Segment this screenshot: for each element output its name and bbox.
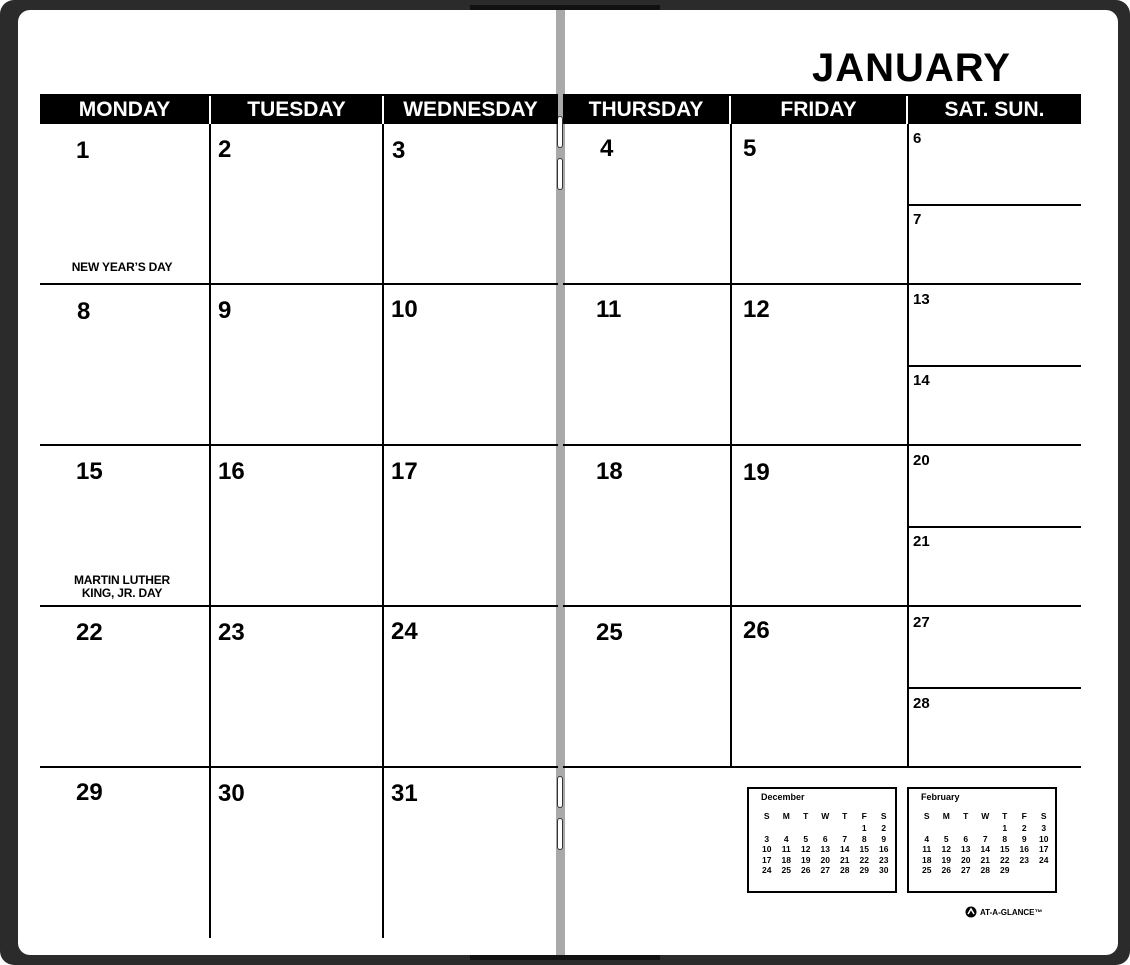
mini-calendar-day: 22 (1000, 854, 1010, 865)
holiday-label: MARTIN LUTHER KING, JR. DAY (73, 573, 171, 600)
mini-calendar-day: 10 (1039, 833, 1049, 844)
header-monday: MONDAY (78, 98, 171, 121)
mini-calendar-day: 7 (842, 833, 848, 844)
mini-calendar-weekday: W (821, 810, 830, 821)
mini-calendar-week-row (917, 855, 1054, 866)
day-number[interactable]: 12 (743, 296, 770, 323)
mini-calendar-day: 6 (822, 833, 828, 844)
header-weekend: SAT. SUN. (944, 98, 1045, 121)
mini-calendar-week-row (757, 855, 894, 866)
mini-calendar-weekday: S (923, 810, 930, 821)
header-tuesday: TUESDAY (247, 98, 346, 121)
mini-calendar-day: 14 (980, 844, 990, 855)
day-number[interactable]: 29 (76, 779, 103, 806)
grid-line (382, 124, 384, 938)
mini-calendar-day (956, 823, 976, 834)
mini-calendar-weekday: S (1040, 810, 1047, 821)
mini-calendar-day: 4 (924, 833, 930, 844)
day-number[interactable]: 13 (913, 291, 930, 308)
mini-calendar-day (816, 823, 836, 834)
mini-calendar-title: December (761, 792, 805, 802)
mini-calendar-day: 18 (922, 854, 932, 865)
header-divider (906, 96, 908, 124)
day-number[interactable]: 27 (913, 614, 930, 631)
mini-calendar-day: 16 (879, 844, 889, 855)
day-number[interactable]: 4 (600, 135, 614, 162)
mini-calendar-day: 16 (1019, 844, 1029, 855)
day-number[interactable]: 2 (218, 136, 232, 163)
mini-calendar-day: 27 (820, 865, 830, 876)
mini-calendar-day: 7 (982, 833, 988, 844)
mini-calendar-week-row (757, 834, 894, 845)
mini-calendar-day: 9 (1021, 833, 1027, 844)
mini-calendar-weekday: M (782, 810, 790, 821)
day-number[interactable]: 26 (743, 617, 770, 644)
day-number[interactable]: 15 (76, 458, 103, 485)
mini-calendar-day: 11 (781, 844, 791, 855)
weekend-divider (908, 204, 1081, 206)
mini-calendar-week-row (757, 844, 894, 855)
mini-calendar-day: 1 (1002, 823, 1008, 833)
day-number[interactable]: 16 (218, 458, 245, 485)
header-thursday: THURSDAY (588, 98, 704, 121)
mini-calendar-weekday-row (757, 809, 894, 823)
day-number[interactable]: 11 (596, 296, 622, 323)
day-number[interactable]: 31 (391, 780, 418, 807)
day-number[interactable]: 23 (218, 619, 245, 646)
mini-calendar-weekday: F (1021, 810, 1027, 821)
mini-calendar-title: February (921, 792, 960, 802)
mini-calendar-day: 19 (941, 854, 951, 865)
brand-name: AT-A-GLANCE™ (980, 908, 1043, 917)
mini-calendar-week-row (917, 823, 1054, 834)
grid-line (563, 444, 1081, 446)
header-friday: FRIDAY (780, 98, 857, 121)
cover-tab (470, 955, 660, 960)
mini-calendar-weekday: W (981, 810, 990, 821)
mini-calendar-day: 25 (781, 865, 791, 876)
mini-calendar-day: 29 (859, 865, 869, 876)
mini-calendar-day (1015, 865, 1035, 876)
mini-calendar-week-row (757, 823, 894, 834)
grid-line (40, 605, 558, 607)
mini-calendar-day: 5 (943, 833, 949, 844)
day-number[interactable]: 24 (391, 618, 418, 645)
weekend-divider (908, 687, 1081, 689)
mini-calendar-day: 20 (820, 854, 830, 865)
day-number[interactable]: 17 (391, 458, 418, 485)
mini-calendar-day: 12 (801, 844, 811, 855)
mini-calendar-day: 18 (781, 854, 791, 865)
mini-calendar-day: 25 (922, 865, 932, 876)
mini-calendar-weekday-row (917, 809, 1054, 823)
grid-line (563, 283, 1081, 285)
header-wednesday: WEDNESDAY (403, 98, 538, 121)
day-number[interactable]: 22 (76, 619, 103, 646)
mini-calendar-december (747, 787, 897, 893)
mini-calendar-day (937, 823, 957, 834)
mini-calendar-day: 20 (961, 854, 971, 865)
mini-calendar-day (1034, 865, 1054, 876)
mini-calendar-day: 21 (840, 854, 850, 865)
day-number[interactable]: 10 (391, 296, 418, 323)
mini-calendar-weekday: T (963, 810, 969, 821)
day-number[interactable]: 18 (596, 458, 623, 485)
mini-calendar-day: 6 (963, 833, 969, 844)
mini-calendar-week-row (917, 844, 1054, 855)
mini-calendar-day: 28 (980, 865, 990, 876)
mini-calendar-day: 26 (801, 865, 811, 876)
grid-line (563, 766, 1081, 768)
mini-calendar-day: 22 (859, 854, 869, 865)
mini-calendar-day (976, 823, 996, 834)
grid-line (40, 444, 558, 446)
mini-calendar-day: 5 (803, 833, 809, 844)
mini-calendar-week-row (917, 834, 1054, 845)
day-number[interactable]: 25 (596, 619, 623, 646)
grid-line (40, 766, 558, 768)
day-number[interactable]: 28 (913, 695, 930, 712)
day-number[interactable]: 9 (218, 297, 232, 324)
day-number[interactable]: 1 (76, 137, 90, 164)
day-number[interactable]: 21 (913, 533, 930, 550)
day-number[interactable]: 20 (913, 452, 930, 469)
mini-calendar-day: 13 (961, 844, 971, 855)
mini-calendar-week-row (757, 865, 894, 876)
day-number[interactable]: 14 (913, 372, 930, 389)
mini-calendar-day: 29 (1000, 865, 1010, 876)
header-divider (382, 96, 384, 124)
mini-calendar-weekday: S (763, 810, 770, 821)
mini-calendar-day (835, 823, 855, 834)
mini-calendar-weekday: M (942, 810, 950, 821)
mini-calendar-grid (917, 809, 1054, 876)
header-divider (209, 96, 211, 124)
brand-logo-icon (965, 906, 977, 918)
mini-calendar-day: 10 (762, 844, 772, 855)
month-title: JANUARY (812, 46, 1011, 90)
mini-calendar-day: 11 (922, 844, 932, 855)
mini-calendar-day: 23 (879, 854, 889, 865)
mini-calendar-day: 17 (762, 854, 772, 865)
weekend-divider (908, 526, 1081, 528)
mini-calendar-day (917, 823, 937, 834)
mini-calendar-day: 15 (859, 844, 869, 855)
grid-line (563, 605, 1081, 607)
mini-calendar-day: 8 (1002, 833, 1008, 844)
day-number[interactable]: 3 (392, 137, 406, 164)
binding-spine (556, 10, 565, 955)
mini-calendar-weekday: T (803, 810, 809, 821)
mini-calendar-day (757, 823, 777, 834)
day-number[interactable]: 19 (743, 459, 770, 486)
mini-calendar-day: 12 (941, 844, 951, 855)
mini-calendar-day: 21 (980, 854, 990, 865)
grid-line (40, 283, 558, 285)
mini-calendar-day: 24 (762, 865, 772, 876)
mini-calendar-weekday: S (880, 810, 887, 821)
mini-calendar-february (907, 787, 1057, 893)
weekend-divider (908, 365, 1081, 367)
mini-calendar-day (796, 823, 816, 834)
mini-calendar-day: 28 (840, 865, 850, 876)
mini-calendar-day: 23 (1019, 854, 1029, 865)
mini-calendar-weekday: T (842, 810, 848, 821)
mini-calendar-weekday: F (861, 810, 867, 821)
mini-calendar-day: 19 (801, 854, 811, 865)
mini-calendar-day: 27 (961, 865, 971, 876)
mini-calendar-day: 8 (861, 833, 867, 844)
mini-calendar-day: 1 (861, 823, 867, 833)
holiday-label: NEW YEAR’S DAY (71, 260, 173, 274)
grid-line (209, 124, 211, 938)
mini-calendar-day: 26 (941, 865, 951, 876)
mini-calendar-day: 2 (1021, 823, 1027, 833)
mini-calendar-week-row (917, 865, 1054, 876)
mini-calendar-day: 3 (764, 833, 770, 844)
day-number[interactable]: 30 (218, 780, 245, 807)
mini-calendar-day: 4 (783, 833, 789, 844)
mini-calendar-day: 24 (1039, 854, 1049, 865)
mini-calendar-day: 2 (881, 823, 887, 833)
mini-calendar-day: 30 (879, 865, 889, 876)
mini-calendar-weekday: T (1002, 810, 1008, 821)
binding-ring (557, 776, 563, 808)
header-divider (729, 96, 731, 124)
mini-calendar-grid (757, 809, 894, 876)
mini-calendar-day (777, 823, 797, 834)
day-number[interactable]: 5 (743, 135, 757, 162)
day-number[interactable]: 7 (913, 211, 922, 228)
mini-calendar-day: 3 (1041, 823, 1047, 833)
mini-calendar-day: 17 (1039, 844, 1049, 855)
binding-ring (557, 818, 563, 850)
mini-calendar-day: 14 (840, 844, 850, 855)
day-number[interactable]: 6 (913, 130, 922, 147)
mini-calendar-day: 9 (881, 833, 887, 844)
binding-ring (557, 158, 563, 190)
mini-calendar-day: 13 (820, 844, 830, 855)
mini-calendar-day: 15 (1000, 844, 1010, 855)
day-number[interactable]: 8 (77, 298, 91, 325)
